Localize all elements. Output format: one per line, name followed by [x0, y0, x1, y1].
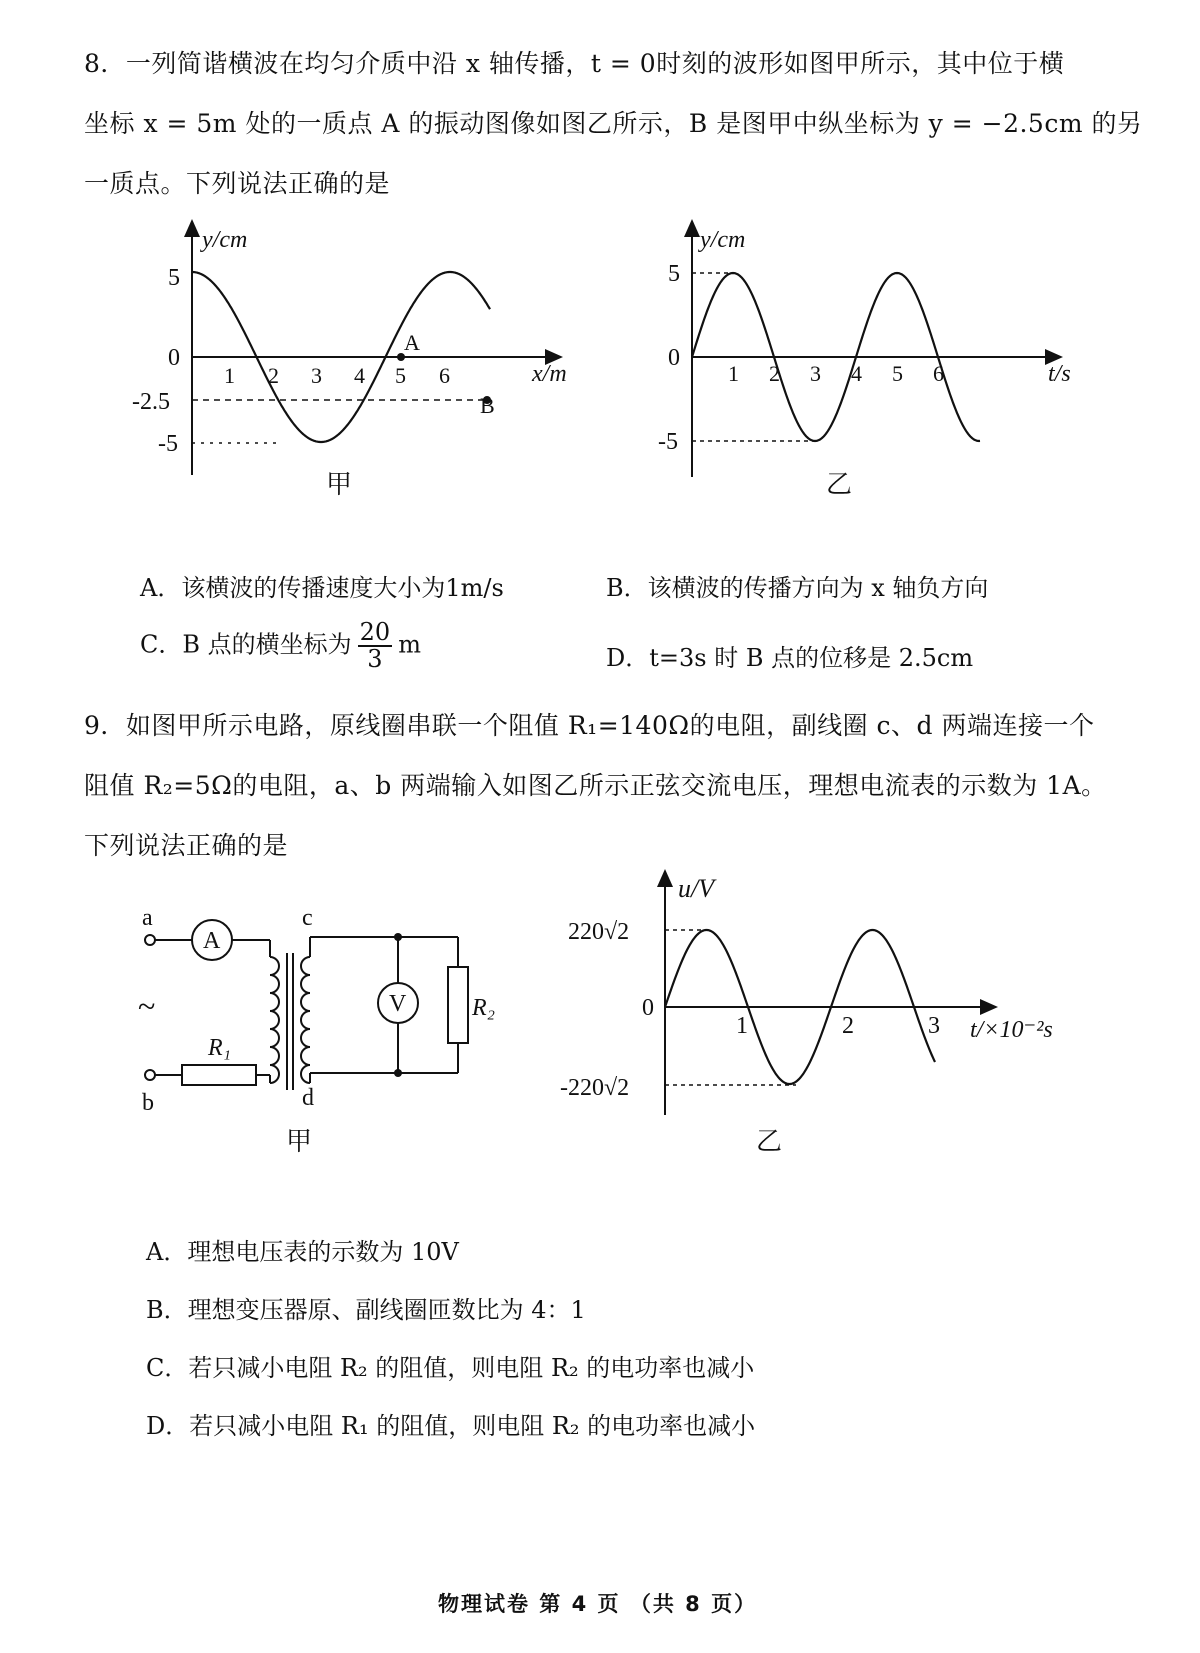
u-axis-label: u/V	[678, 874, 715, 903]
q8-option-c	[140, 620, 421, 672]
u-tick-min: -220√2	[560, 1075, 630, 1101]
t-tick-2: 2	[769, 361, 780, 386]
voltmeter-label: V	[389, 991, 407, 1017]
q8-option-a: A．该横波的传播速度大小为1m/s	[140, 574, 504, 602]
fraction-numerator: 20	[359, 618, 391, 646]
t-tick-3: 3	[810, 361, 821, 386]
ammeter-label: A	[203, 928, 221, 954]
t-tick-6: 6	[933, 361, 944, 386]
label-a: a	[142, 905, 153, 931]
q8-line-1: 8．一列简谐横波在均匀介质中沿 x 轴传播，t = 0时刻的波形如图甲所示，其中位于横	[84, 49, 1065, 78]
t-tick-1: 1	[728, 361, 739, 386]
q9-option-d: D．若只减小电阻 R₁ 的阻值，则电阻 R₂ 的电功率也减小	[146, 1412, 756, 1440]
junction-top	[394, 933, 402, 941]
label-b: b	[142, 1090, 154, 1116]
x-tick-1: 1	[224, 363, 235, 388]
t-axis-label: t/×10⁻²s	[970, 1017, 1053, 1043]
point-a-label: A	[404, 330, 420, 355]
resistor-r2	[448, 967, 468, 1043]
q9-line-2: 阻值 R₂=5Ω的电阻，a、b 两端输入如图乙所示正弦交流电压，理想电流表的示数为 1A。	[84, 771, 1107, 800]
y-axis-label: y/cm	[700, 227, 746, 253]
t-axis-label: t/s	[1048, 361, 1071, 387]
q8-line-2: 坐标 x = 5m 处的一质点 A 的振动图像如图乙所示，B 是图甲中纵坐标为 y = −2.5cm 的另	[84, 109, 1143, 138]
t-tick-3: 3	[928, 1013, 940, 1039]
transformer-circuit	[120, 895, 520, 1165]
q9-line-1: 9．如图甲所示电路，原线圈串联一个阻值 R₁=140Ω的电阻，副线圈 c、d 两端连接一个	[84, 711, 1095, 740]
y-tick-5: 5	[668, 261, 680, 287]
terminal-a	[145, 935, 155, 945]
x-tick-2: 2	[268, 363, 279, 388]
q9-option-b: B．理想变压器原、副线圈匝数比为 4：1	[146, 1296, 586, 1324]
q8-option-b: B．该横波的传播方向为 x 轴负方向	[606, 574, 989, 602]
y-tick-minus-2.5: -2.5	[132, 389, 170, 415]
q8-option-d: D．t=3s 时 B 点的位移是 2.5cm	[606, 644, 974, 672]
resistor-r1	[182, 1065, 256, 1085]
fraction-denominator: 3	[367, 645, 383, 674]
y-tick-0: 0	[668, 345, 680, 371]
label-d: d	[302, 1085, 314, 1111]
q9-option-a: A．理想电压表的示数为 10V	[146, 1238, 459, 1266]
q8-option-c-unit: m	[398, 630, 421, 659]
u-tick-zero: 0	[642, 995, 654, 1021]
terminal-b	[145, 1070, 155, 1080]
t-tick-4: 4	[851, 361, 862, 386]
r2-label: R₂	[472, 995, 496, 1021]
point-b-label: B	[480, 393, 495, 418]
q9-line-3: 下列说法正确的是	[84, 831, 289, 860]
voltage-graph-yi	[560, 865, 1120, 1165]
figure-caption-jia: 甲	[326, 470, 353, 499]
wave-graph-jia	[130, 215, 610, 515]
q8-option-c-text: C．B 点的横坐标为	[140, 630, 352, 659]
page-footer: 物理试卷 第 4 页 （共 8 页）	[438, 1592, 758, 1616]
r1-label: R₁	[208, 1035, 232, 1061]
q8-line-3: 一质点。下列说法正确的是	[84, 169, 391, 198]
junction-bottom	[394, 1069, 402, 1077]
q9-option-c: C．若只减小电阻 R₂ 的阻值，则电阻 R₂ 的电功率也减小	[146, 1354, 755, 1382]
y-tick-5: 5	[168, 265, 180, 291]
x-tick-6: 6	[439, 363, 450, 388]
figure-caption-yi-2: 乙	[756, 1127, 783, 1156]
label-c: c	[302, 905, 313, 931]
primary-coil	[270, 957, 279, 1083]
x-tick-5: 5	[395, 363, 406, 388]
figure-caption-jia-2: 甲	[286, 1127, 313, 1156]
figure-caption-yi: 乙	[826, 470, 853, 499]
y-tick-0: 0	[168, 345, 180, 371]
x-tick-4: 4	[354, 363, 365, 388]
ac-source-symbol: ~	[138, 988, 156, 1024]
y-axis-label: y/cm	[202, 227, 248, 253]
secondary-coil	[301, 957, 310, 1083]
t-tick-2: 2	[842, 1013, 854, 1039]
x-tick-3: 3	[311, 363, 322, 388]
y-tick-minus-5: -5	[658, 429, 678, 455]
y-tick-minus-5: -5	[158, 431, 178, 457]
t-tick-5: 5	[892, 361, 903, 386]
x-axis-label: x/m	[532, 361, 567, 387]
u-tick-max: 220√2	[568, 919, 630, 945]
t-tick-1: 1	[736, 1013, 748, 1039]
vibration-graph-yi	[650, 215, 1090, 515]
fraction	[358, 620, 393, 672]
